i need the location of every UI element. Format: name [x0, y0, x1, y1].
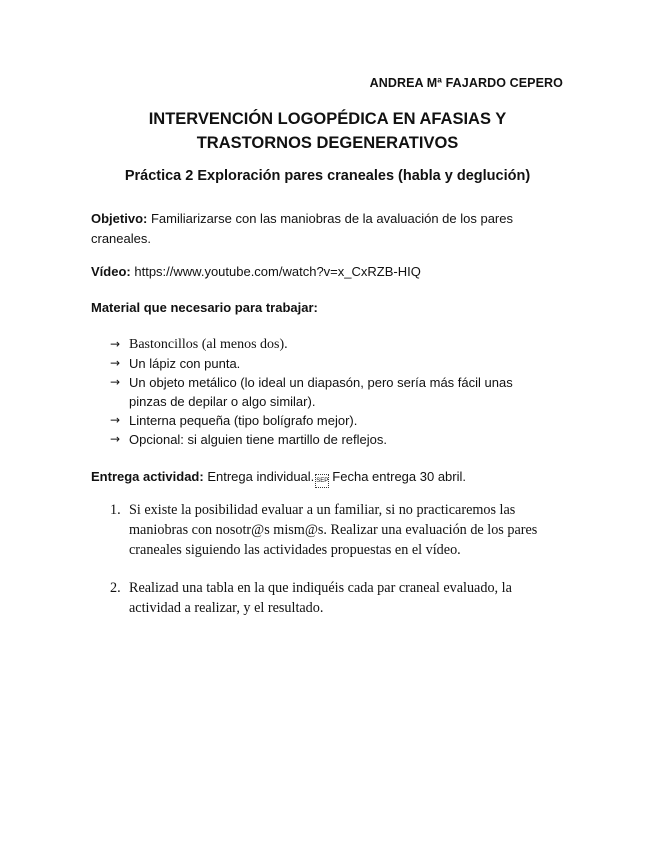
arrow-icon: →	[110, 375, 121, 389]
delivery-label: Entrega actividad:	[91, 469, 204, 484]
objective-text: Familiarizarse con las maniobras de la avaluación de los pares craneales.	[91, 211, 513, 246]
document-title: INTERVENCIÓN LOGOPÉDICA EN AFASIAS Y TRASTORNOS DEGENERATIVOS	[148, 110, 507, 152]
task-text: Si existe la posibilidad evaluar a un familiar, si no practicaremos las maniobras con nosotr@s mism@s. Realizar una evaluación de los pares craneales siguiendo las actividades propuestas en el vídeo.	[129, 502, 538, 558]
task-item	[110, 500, 550, 560]
arrow-icon: →	[110, 356, 121, 370]
list-item: → Un objeto metálico (lo ideal un diapasón, pero sería más fácil unas pinzas de depilar o algo similar).	[110, 375, 513, 409]
delivery-paragraph	[91, 467, 551, 488]
objective-paragraph	[91, 209, 551, 249]
material-list	[110, 335, 550, 449]
task-text: Realizad una tabla en la que indiquéis cada par craneal evaluado, la actividad a realizar, y el resultado.	[129, 580, 512, 616]
material-heading: Material que necesario para trabajar:	[91, 300, 318, 315]
video-label: Vídeo:	[91, 264, 131, 279]
task-list	[110, 500, 550, 618]
list-item: → Bastoncillos (al menos dos).	[110, 337, 288, 352]
arrow-icon: →	[110, 337, 121, 351]
practice-subtitle: Práctica 2 Exploración pares craneales (habla y deglución)	[124, 168, 531, 184]
list-item: → Un lápiz con punta.	[110, 356, 241, 371]
task-item	[110, 578, 550, 618]
separator-glyph-icon: SEP	[315, 474, 329, 488]
author-name: ANDREA Mª FAJARDO CEPERO	[369, 76, 563, 90]
delivery-date: Fecha entrega 30 abril.	[332, 469, 466, 484]
list-item: → Opcional: si alguien tiene martillo de reflejos.	[110, 432, 387, 447]
task-number: 1.	[110, 502, 121, 518]
list-item: → Linterna pequeña (tipo bolígrafo mejor).	[110, 413, 358, 428]
arrow-icon: →	[110, 413, 121, 427]
delivery-type: Entrega individual.	[207, 469, 315, 484]
arrow-icon: →	[110, 432, 121, 446]
video-paragraph	[91, 262, 551, 282]
video-link[interactable]: https://www.youtube.com/watch?v=x_CxRZB-HIQ	[134, 264, 421, 279]
objective-label: Objetivo:	[91, 211, 148, 226]
task-number: 2.	[110, 580, 121, 596]
